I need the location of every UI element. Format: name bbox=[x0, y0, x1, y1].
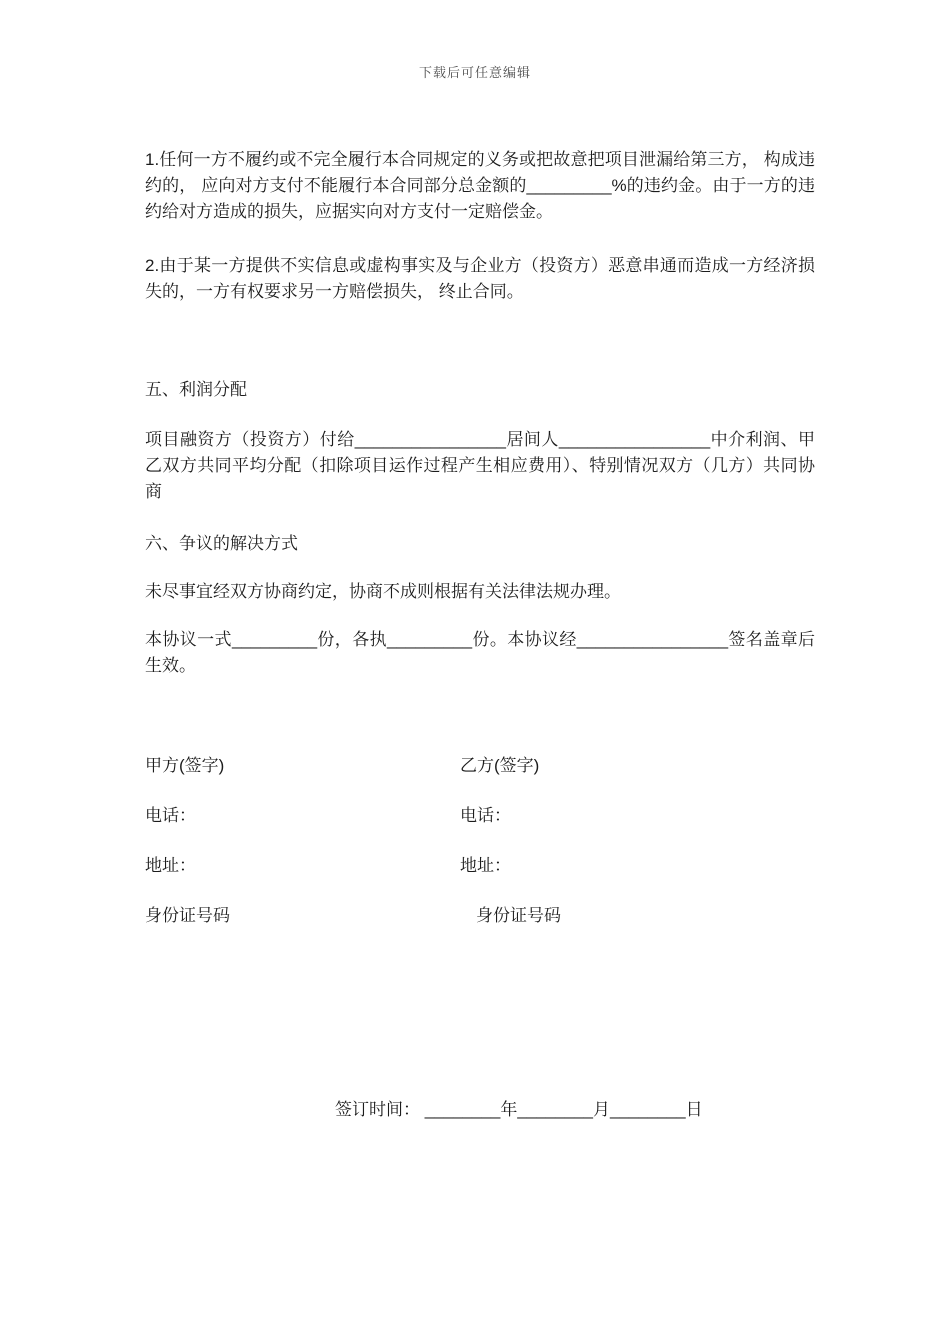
signature-block bbox=[145, 753, 815, 929]
party-a-id-label: 身份证号码 bbox=[145, 906, 230, 925]
clause-2: 2.由于某一方提供不实信息或虚构事实及与企业方（投资方）恶意串通而造成一方经济损失的，一方有权要求另一方赔偿损失， 终止合同。 bbox=[145, 256, 815, 301]
clause-1: 1.任何一方不履约或不完全履行本合同规定的义务或把故意把项目泄漏给第三方， 构成违约的， 应向对方支付不能履行本合同部分总金额的_________%的违约金。由于一方的违约给对方造成的损失，应据实向对方支付一定赔偿金。 bbox=[145, 150, 815, 221]
party-b-address-label: 地址： bbox=[460, 856, 511, 875]
party-b-id-label: 身份证号码 bbox=[476, 906, 561, 925]
section-5-title: 五、利润分配 bbox=[145, 380, 247, 399]
section-5-body: 项目融资方（投资方）付给________________居间人________________中介利润、甲乙双方共同平均分配（扣除项目运作过程产生相应费用）、特别情况双方（几方）共同协商 bbox=[145, 430, 815, 501]
party-b-signature-label: 乙方(签字) bbox=[460, 756, 540, 775]
section-6-body: 未尽事宜经双方协商约定，协商不成则根据有关法律法规办理。 bbox=[145, 582, 621, 601]
copies-line: 本协议一式_________份，各执_________份。本协议经________________签名盖章后生效。 bbox=[145, 630, 815, 675]
party-b-phone-label: 电话： bbox=[460, 806, 511, 825]
section-6-title: 六、争议的解决方式 bbox=[145, 534, 298, 553]
signing-date-line: 签订时间： ________年________月________日 bbox=[335, 1100, 703, 1119]
party-a-address-label: 地址： bbox=[145, 856, 196, 875]
party-a-signature-label: 甲方(签字) bbox=[145, 756, 225, 775]
party-a-phone-label: 电话： bbox=[145, 806, 196, 825]
header-note: 下载后可任意编辑 bbox=[418, 65, 531, 80]
document-content bbox=[0, 147, 950, 1123]
